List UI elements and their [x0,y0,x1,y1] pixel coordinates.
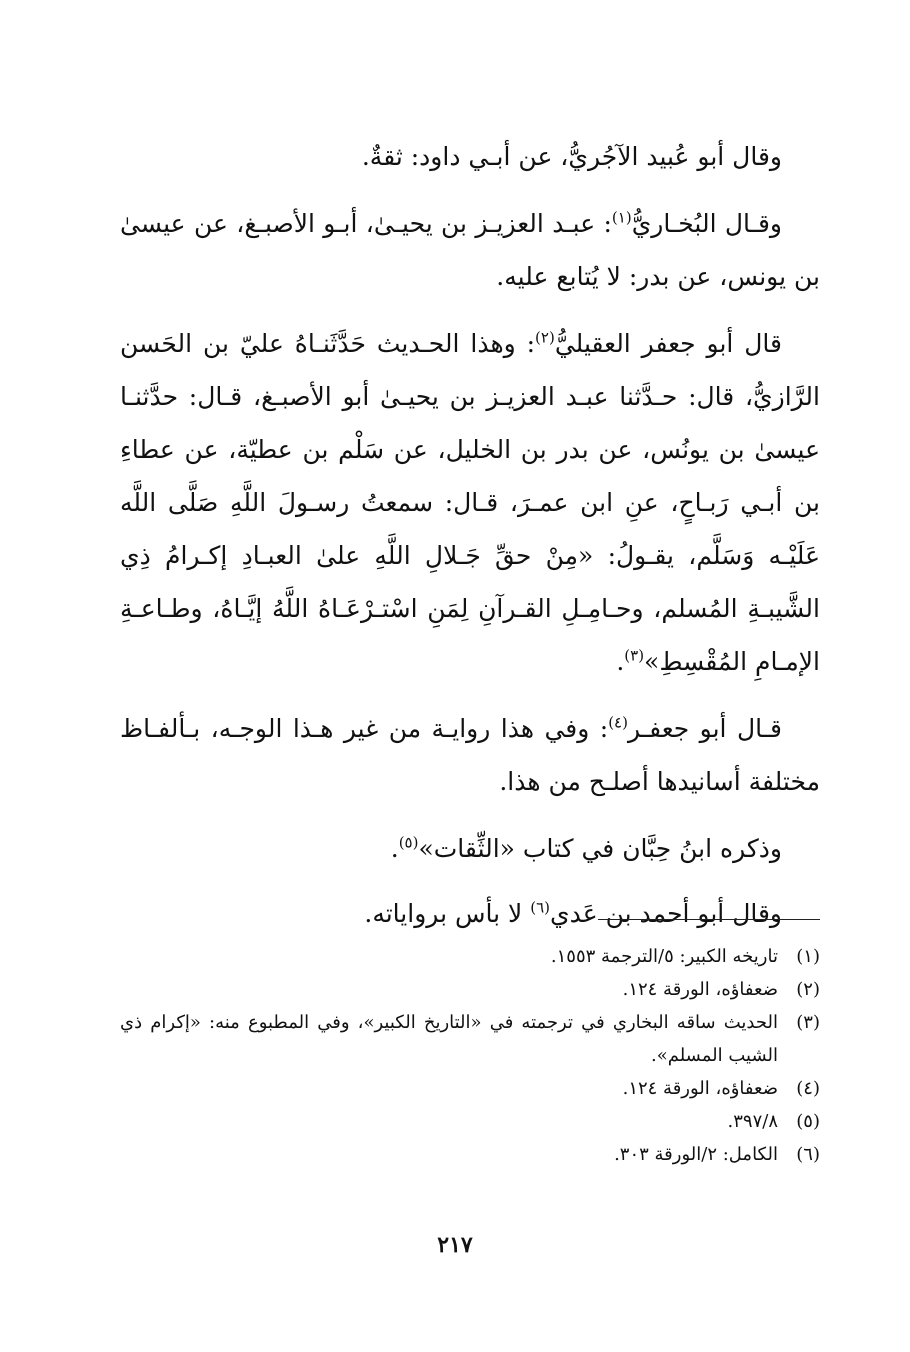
paragraph-abu-jafar [120,702,820,808]
paragraph-uqaili [120,317,820,688]
footnote-text: تاريخه الكبير: ٥/الترجمة ١٥٥٣. [550,946,778,967]
footnote-text: ضعفاؤه، الورقة ١٢٤. [622,1078,778,1099]
footnote-marker: (٤) [608,713,628,732]
footnote-text: الحديث ساقه البخاري في ترجمته في «التاريخ الكبير»، وفي المطبوع منه: «إكرام ذي الشيب المسلم». [120,1012,778,1066]
paragraph-text: : عبـد العزيـز بن يحيـىٰ، أبـو الأصبـغ، عن عيسىٰ بن يونس، عن بدر: لا يُتابع عليه. [120,209,820,291]
footnote-separator [598,919,820,920]
paragraph-text: لا بأس برواياته. [364,899,531,928]
paragraph-text: وقال أبو عُبيد الآجُريُّ، عن أبـي داود: ثقةٌ. [361,142,782,171]
footnote-number: (٣) [796,1012,820,1033]
paragraph-text: وقـال البُخـاريُّ [631,209,782,238]
paragraph-text: . [390,834,399,863]
paragraph-ibn-hibban [120,822,820,875]
footnote-marker: (٥) [398,833,419,852]
main-text [120,130,820,952]
paragraph-text: وذكره ابنُ حِبَّان في كتاب «الثِّقات» [418,834,782,863]
paragraph-text: : وفي هذا روايـة من غير هـذا الوجـه، بـألفـاظ مختلفة أسانيدها أصلـح من هذا. [120,714,820,796]
paragraph-text: . [616,647,625,676]
paragraph-text: قـال أبو جعفـر [627,714,782,743]
paragraph-text: قال أبو جعفر العقيليُّ [554,329,782,358]
footnote-text: ضعفاؤه، الورقة ١٢٤. [622,979,778,1000]
footnote [120,1006,820,1072]
footnote [120,940,820,973]
footnote-marker: (١) [611,208,632,227]
footnote-text: ٣٩٧/٨. [727,1111,778,1132]
paragraph-bukhari [120,197,820,303]
footnote-marker: (٢) [535,328,555,347]
footnote [120,1105,820,1138]
paragraph-ibn-adi [120,887,820,940]
footnote-text: الكامل: ٢/الورقة ٣٠٣. [614,1144,778,1165]
footnote-number: (٤) [796,1078,820,1099]
paragraph-ajurri [120,130,820,183]
footnote [120,1072,820,1105]
footnote [120,1138,820,1171]
footnote-number: (٢) [796,979,820,1000]
footnote [120,973,820,1006]
footnotes [120,940,820,1171]
page-number: ٢١٧ [437,1232,473,1258]
paragraph-text: وقال أبو أحمد بن عَدي [550,899,782,928]
footnote-marker: (٣) [624,646,645,665]
footnote-number: (١) [796,946,820,967]
footnote-marker: (٦) [530,898,551,917]
footnote-number: (٥) [796,1111,820,1132]
paragraph-text: : وهذا الحـديث حَدَّثَنـاهُ عليّ بن الحَسن الرَّازيُّ، قال: حـدَّثنا عبـد العزيـز بن يحيـىٰ أبو الأصبـغ، قـال: حدَّثنـا عيسىٰ بن يونُس، عن بدر بن الخليل، عن سَلْم بن عطيّة، عن عطاءِ بن أبـي رَبـاحٍ، عنِ ابن عمـرَ، قـال: سمعتُ رسـولَ اللَّهِ صَلَّى اللَّه عَلَيْـه وَسَلَّم، يقـولُ: «مِنْ حقِّ جَـلالِ اللَّهِ علىٰ العبـادِ إكـرامُ ذِي الشَّيبـةِ المُسلم، وحـامِـلِ القـرآنِ لِمَنِ اسْتـرْعَـاهُ اللَّهُ إيَّـاهُ، وطـاعـةِ الإمـامِ المُقْسِطِ» [120,329,820,676]
footnote-number: (٦) [796,1144,820,1165]
